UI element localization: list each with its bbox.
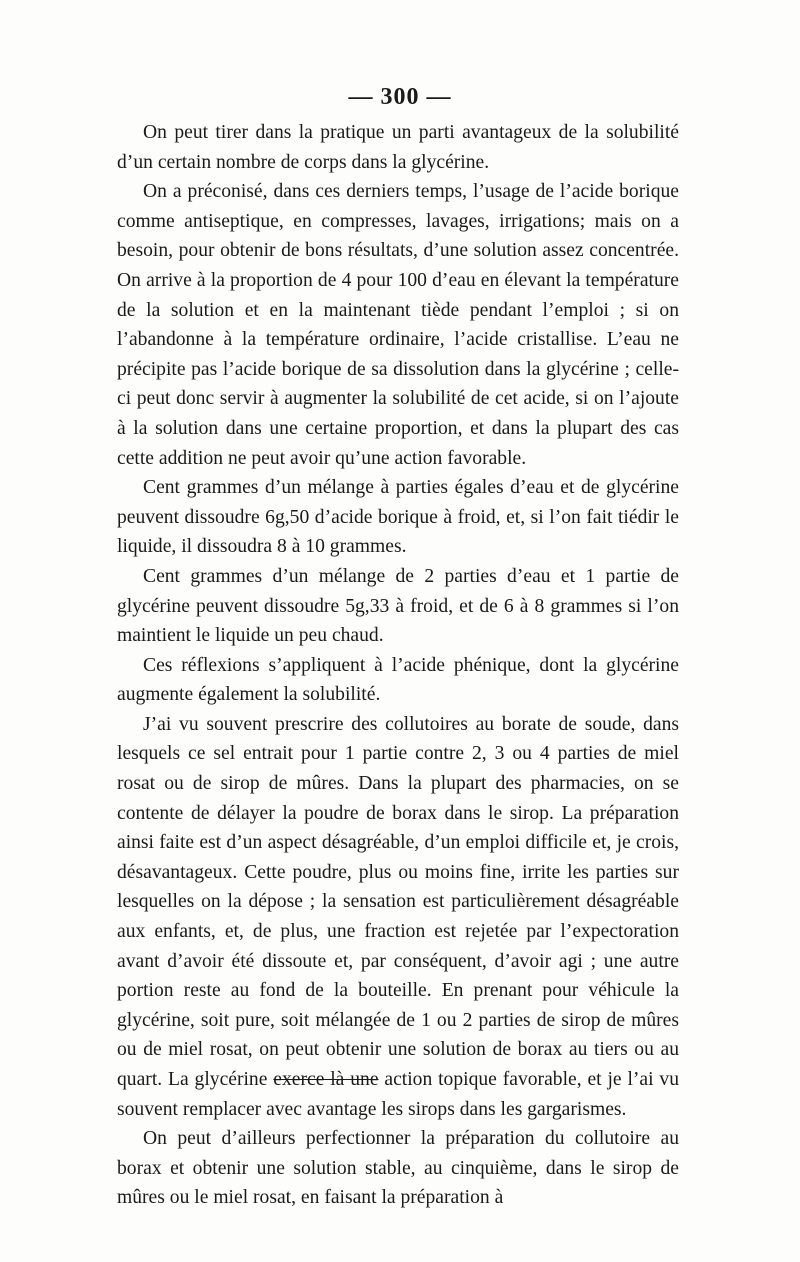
paragraph-boric-acid: On a préconisé, dans ces derniers temps, l’usage de l’acide borique comme antiseptique, en compresses, lavages, irrigations; mais on a besoin, pour obtenir de bons résultats, d’une solution assez concentrée. On arrive à la proportion de 4 pour 100 d’eau en élevant la température de la solution et en la maintenant tiède pendant l’emploi ; si on l’abandonne à la température ordinaire, l’acide cristallise. L’eau ne précipite pas l’acide borique de sa dissolution dans la glycérine ; celle-ci peut donc servir à augmenter la solubilité de cet acide, si on l’ajoute à la solution dans une certaine proportion, et dans la plupart des cas cette addition ne peut avoir qu’une action favorable. bbox=[117, 181, 679, 469]
paragraph-borax-improvement: On peut d’ailleurs perfectionner la préparation du collutoire au borax et obtenir une solution stable, au cinquième, dans le sirop de mûres ou le miel rosat, en faisant la préparation à bbox=[117, 1128, 679, 1209]
borax-text-after: action topique favorable, et je l’ai vu souvent remplacer avec avantage les sirops dans les gargarismes. bbox=[117, 1069, 679, 1120]
paragraph-borax-collutoires bbox=[117, 710, 679, 1124]
paragraph-two-to-one-mixture: Cent grammes d’un mélange de 2 parties d’eau et 1 partie de glycérine peuvent dissoudre 5g,33 à froid, et de 6 à 8 grammes si l’on maintient le liquide un peu chaud. bbox=[117, 565, 679, 647]
paragraph-phenic-acid: Ces réflexions s’appliquent à l’acide phénique, dont la glycérine augmente également la solubilité. bbox=[117, 654, 679, 706]
struck-text: exerce là une bbox=[273, 1069, 379, 1090]
paragraph-glycerine-solubility: On peut tirer dans la pratique un parti avantageux de la solubilité d’un certain nombre de corps dans la glycérine. bbox=[117, 122, 679, 173]
page-number: — 300 — bbox=[348, 84, 452, 110]
paragraph-equal-parts-mixture: Cent grammes d’un mélange à parties égales d’eau et de glycérine peuvent dissoudre 6g,50 d’acide borique à froid, et, si l’on fait tiédir le liquide, il dissoudra 8 à 10 grammes. bbox=[117, 477, 679, 558]
borax-text-before: J’ai vu souvent prescrire des collutoires au borate de soude, dans lesquels ce sel entrait pour 1 partie contre 2, 3 ou 4 parties de miel rosat ou de sirop de mûres. Dans la plupart des pharmacies, on se contente de délayer la poudre de borax dans le sirop. La préparation ainsi faite est d’un aspect désagréable, d’un emploi difficile et, je crois, désavantageux. Cette poudre, plus ou moins fine, irrite les parties sur lesquelles on la dépose ; la sensation est particulièrement désagréable aux enfants, et, de plus, une fraction est rejetée par l’expectoration avant d’avoir été dissoute et, par conséquent, d’avoir agi ; une autre portion reste au fond de la bouteille. En prenant pour véhicule la glycérine, soit pure, soit mélangée de 1 ou 2 parties de sirop de mûres ou de miel rosat, on peut obtenir une solution de borax au tiers ou au quart. La glycérine bbox=[117, 713, 679, 1090]
body-text bbox=[117, 118, 679, 1213]
